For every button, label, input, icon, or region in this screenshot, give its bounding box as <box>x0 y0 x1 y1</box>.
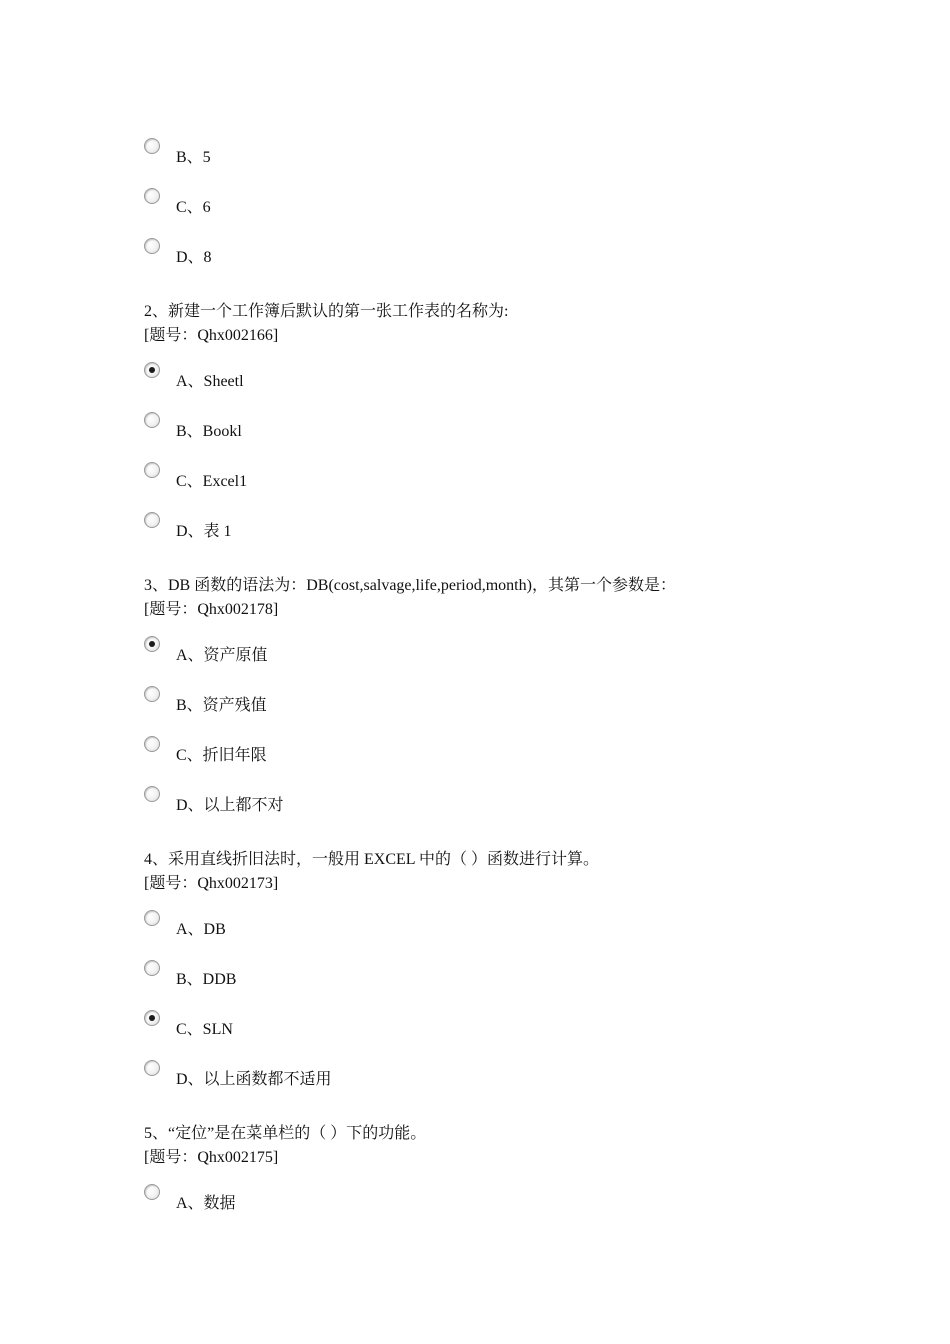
question-block <box>144 300 508 348</box>
option-label: B、5 <box>176 149 211 166</box>
radio-unchecked-icon[interactable] <box>144 412 160 428</box>
option-label: A、资产原值 <box>176 647 268 664</box>
radio-unchecked-icon[interactable] <box>144 1184 160 1200</box>
radio-unchecked-icon[interactable] <box>144 686 160 702</box>
radio-unchecked-icon[interactable] <box>144 960 160 976</box>
option-label: C、SLN <box>176 1021 233 1038</box>
question-block <box>144 848 599 896</box>
option-label: C、6 <box>176 199 211 216</box>
radio-unchecked-icon[interactable] <box>144 188 160 204</box>
option-label: D、8 <box>176 249 212 266</box>
radio-unchecked-icon[interactable] <box>144 736 160 752</box>
option-label: B、资产残值 <box>176 697 267 714</box>
question-id: [题号：Qhx002178] <box>144 601 279 618</box>
question-text: 3、DB 函数的语法为：DB(cost,salvage,life,period,month)，其第一个参数是： <box>144 577 676 594</box>
option-label: A、Sheetl <box>176 373 244 390</box>
radio-checked-icon[interactable] <box>144 636 160 652</box>
option-label: B、DDB <box>176 971 237 988</box>
question-block <box>144 574 676 622</box>
question-id: [题号：Qhx002166] <box>144 327 279 344</box>
question-id: [题号：Qhx002175] <box>144 1149 279 1166</box>
radio-unchecked-icon[interactable] <box>144 910 160 926</box>
question-id: [题号：Qhx002173] <box>144 875 279 892</box>
radio-unchecked-icon[interactable] <box>144 786 160 802</box>
question-text: 4、采用直线折旧法时，一般用 EXCEL 中的（ ）函数进行计算。 <box>144 851 599 868</box>
radio-checked-icon[interactable] <box>144 1010 160 1026</box>
option-label: C、折旧年限 <box>176 747 267 764</box>
radio-unchecked-icon[interactable] <box>144 512 160 528</box>
radio-unchecked-icon[interactable] <box>144 1060 160 1076</box>
option-label: D、以上函数都不适用 <box>176 1071 332 1088</box>
radio-unchecked-icon[interactable] <box>144 138 160 154</box>
option-label: B、Bookl <box>176 423 242 440</box>
radio-unchecked-icon[interactable] <box>144 462 160 478</box>
question-text: 2、新建一个工作簿后默认的第一张工作表的名称为: <box>144 303 509 320</box>
option-label: A、DB <box>176 921 226 938</box>
option-label: C、Excel1 <box>176 473 248 490</box>
option-label: A、数据 <box>176 1195 236 1212</box>
question-text: 5、“定位”是在菜单栏的（ ）下的功能。 <box>144 1125 427 1142</box>
question-block <box>144 1122 426 1170</box>
option-label: D、以上都不对 <box>176 797 284 814</box>
radio-unchecked-icon[interactable] <box>144 238 160 254</box>
radio-checked-icon[interactable] <box>144 362 160 378</box>
option-label: D、表 1 <box>176 523 232 540</box>
